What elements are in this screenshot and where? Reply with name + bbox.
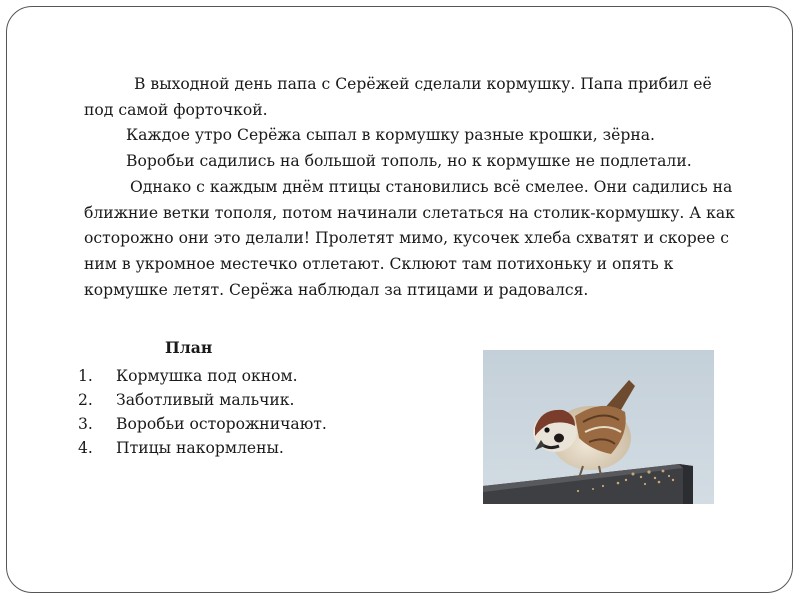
story-text [84, 72, 744, 303]
story-paragraph-1: В выходной день папа с Серёжей сделали кормушку. Папа прибил её под самой форточкой. [84, 75, 712, 119]
plan-item [78, 436, 327, 460]
plan-item-number: 2. [78, 391, 93, 409]
plan-item [78, 388, 327, 412]
plan-item [78, 364, 327, 388]
story-paragraph-3: Воробьи садились на большой тополь, но к кормушке не подлетали. [126, 152, 692, 171]
plan-list [78, 364, 327, 460]
plan-item-number: 1. [78, 367, 93, 385]
story-paragraph-2: Каждое утро Серёжа сыпал в кормушку разные крошки, зёрна. [126, 126, 656, 145]
plan-item-text: Кормушка под окном. [116, 367, 298, 385]
sparrow-photo [483, 350, 714, 504]
plan-item-number: 3. [78, 415, 93, 433]
plan-item-text: Заботливый мальчик. [116, 391, 295, 409]
plan-item-text: Воробьи осторожничают. [116, 415, 327, 433]
story-paragraph-4: Однако с каждым днём птицы становились всё смелее. Они садились на ближние ветки тополя, потом начинали слетаться на столик-кормушку. А как осторожно они это делали! Пролетят мимо, кусочек хлеба схватят и скорее с ним в укромное местечко отлетают. Склюют там потихоньку и опять к кормушке летят. Серёжа наблюдал за птицами и радовался. [84, 177, 735, 299]
plan-item-number: 4. [78, 439, 93, 457]
plan-title: План [165, 338, 213, 357]
plan-item [78, 412, 327, 436]
plan-item-text: Птицы накормлены. [116, 439, 284, 457]
